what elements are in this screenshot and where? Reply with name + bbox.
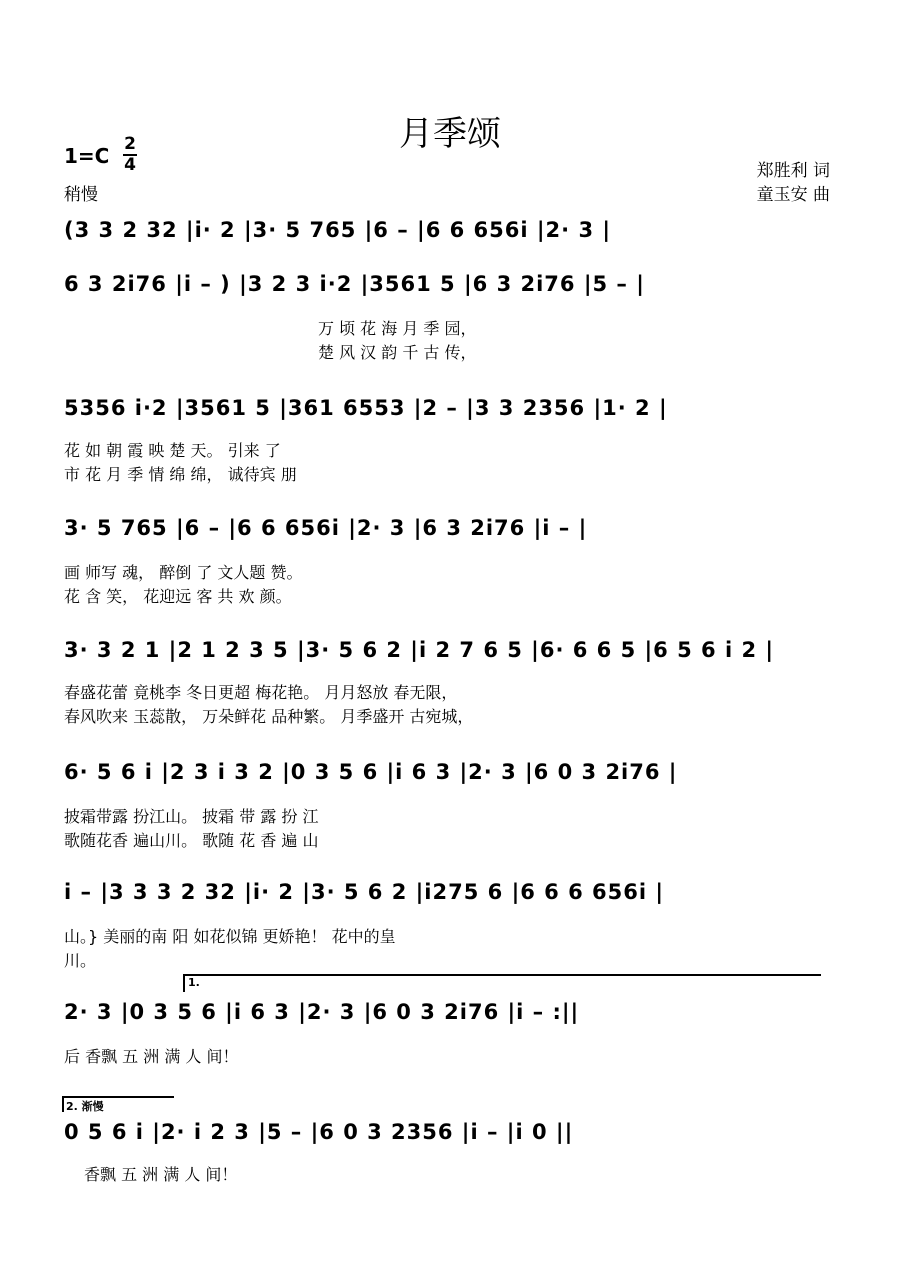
- notation-line-2: 6 3 2i76 |i – ) |3 2 3 i·2 |3561 5 |6 3 2i76 |5 – |: [64, 272, 645, 296]
- lyric-line-3b: 市 花 月 季 情 绵 绵， 诚待宾 朋: [64, 465, 297, 484]
- first-ending-bracket: [183, 974, 821, 992]
- notation-line-6: 6· 5 6 i |2 3 i 3 2 |0 3 5 6 |i 6 3 |2· 3 |6 0 3 2i76 |: [64, 760, 678, 784]
- lyric-line-6a: 披霜带露 扮江山。 披霜 带 露 扮 江: [64, 807, 319, 826]
- lyric-line-5b: 春风吹来 玉蕊散， 万朵鲜花 品种繁。 月季盛开 古宛城，: [64, 707, 474, 726]
- lyric-line-9: 香飘 五 洲 满 人 间！: [84, 1165, 238, 1184]
- meter-bottom: 4: [124, 155, 136, 175]
- lyricist-credit: 郑胜利 词: [756, 161, 830, 181]
- song-title: 月季颂: [399, 114, 501, 154]
- lyric-line-7a: 山。} 美丽的南 阳 如花似锦 更娇艳！ 花中的皇: [64, 927, 396, 946]
- notation-line-1: (3 3 2 32 |i· 2 |3· 5 765 |6 – |6 6 656i |2· 3 |: [64, 218, 612, 242]
- time-signature: [123, 136, 137, 174]
- lyric-line-2b: 楚 风 汉 韵 千 古 传，: [318, 343, 477, 362]
- notation-line-9: 0 5 6 i |2· i 2 3 |5 – |6 0 3 2356 |i – |i 0 ||: [64, 1120, 574, 1144]
- composer-credit: 童玉安 曲: [756, 185, 830, 205]
- notation-line-8: 2· 3 |0 3 5 6 |i 6 3 |2· 3 |6 0 3 2i76 |i – :||: [64, 1000, 580, 1024]
- tempo-marking: 稍慢: [64, 185, 98, 205]
- key-signature: 1=C: [64, 144, 110, 168]
- notation-line-7: i – |3 3 3 2 32 |i· 2 |3· 5 6 2 |i275 6 |6 6 6 656i |: [64, 880, 665, 904]
- notation-line-4: 3· 5 765 |6 – |6 6 656i |2· 3 |6 3 2i76 |i – |: [64, 516, 588, 540]
- second-ending-label: 2. 渐慢: [66, 1100, 104, 1113]
- notation-line-5: 3· 3 2 1 |2 1 2 3 5 |3· 5 6 2 |i 2 7 6 5 |6· 6 6 5 |6 5 6 i 2 |: [64, 638, 775, 662]
- lyric-line-8: 后 香飘 五 洲 满 人 间！: [64, 1047, 239, 1066]
- lyric-line-2a: 万 顷 花 海 月 季 园，: [318, 319, 477, 338]
- lyric-line-6b: 歌随花香 遍山川。 歌随 花 香 遍 山: [64, 831, 319, 850]
- lyric-line-4b: 花 含 笑， 花迎远 客 共 欢 颜。: [64, 587, 292, 606]
- lyric-line-5a: 春盛花蕾 竟桃李 冬日更超 梅花艳。 月月怒放 春无限，: [64, 683, 458, 702]
- meter-top: 2: [124, 134, 136, 154]
- lyric-line-3a: 花 如 朝 霞 映 楚 天。 引来 了: [64, 441, 281, 460]
- lyric-line-7b: 川。: [64, 951, 97, 970]
- notation-line-3: 5356 i·2 |3561 5 |361 6553 |2 – |3 3 2356 |1· 2 |: [64, 396, 668, 420]
- first-ending-label: 1.: [188, 976, 200, 989]
- lyric-line-4a: 画 师写 魂， 醉倒 了 文人题 赞。: [64, 563, 303, 582]
